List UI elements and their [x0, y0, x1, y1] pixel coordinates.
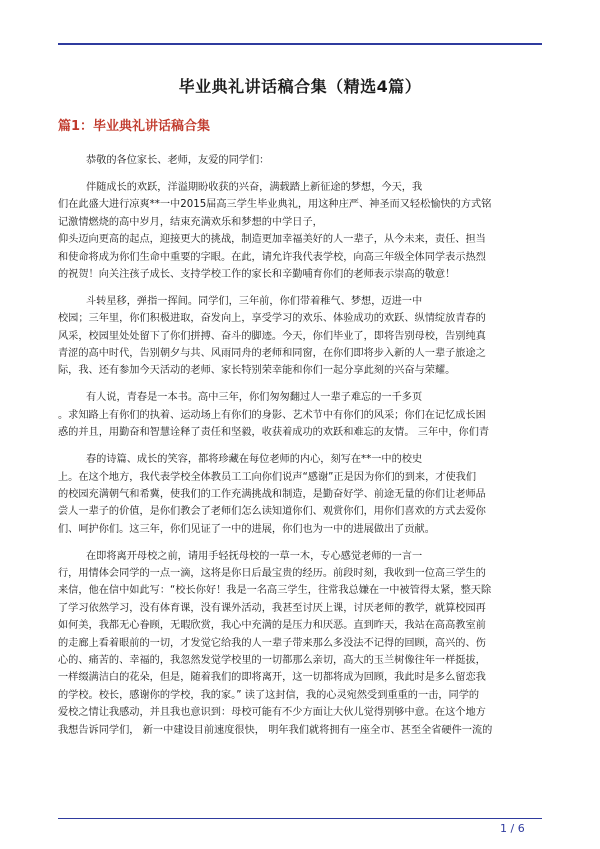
text-line: 的走廊上看着眼前的一切，才发觉它给我的人一辈子带来那么多没法不记得的回顾，高兴的、伤 [58, 637, 486, 649]
paragraph [58, 451, 542, 538]
text-line: 在即将离开母校之前，请用手轻抚母校的一草一木，专心感觉老师的一言一 [86, 550, 423, 562]
paragraph [58, 152, 542, 169]
paragraph-gap [58, 442, 542, 452]
paragraph-gap [58, 283, 542, 293]
header-rule [58, 43, 542, 45]
text-line: 们在此盛大进行凉爽**一中2015届高三学生毕业典礼，用这种庄严、神圣而又轻松愉快的方式铭 [58, 199, 492, 211]
text-line: 上。在这个地方，我代表学校全体教员工工向你们说声“感谢”正是因为你们的到来，才使我们 [58, 471, 477, 483]
text-line: 斗转星移，弹指一挥间。同学们，三年前，你们带着稚气、梦想，迈进一中 [86, 295, 423, 307]
paragraph [58, 179, 542, 283]
text-line: 来信，他在信中如此写：“校长你好！我是一名高三学生，往常我总嫌在一中被管得太紧，整天除 [58, 585, 492, 597]
paragraph [58, 389, 542, 441]
text-line: 际，我、还有参加今天活动的老师、家长特别荣幸能和你们一起分享此刻的兴奋与荣耀。 [58, 365, 456, 377]
text-line: 恭敬的各位家长、老师，友爱的同学们： [86, 155, 270, 166]
text-line: 们、呵护你们。这三年，你们见证了一中的进展，你们也为一中的进展做出了贡献。 [58, 523, 435, 535]
text-line: 我想告诉同学们， 新一中建设目前速度很快， 明年我们就将拥有一座全市、甚至全省硬件一流的 [58, 724, 493, 736]
text-line: 青涩的高中时代，告别朝夕与共、风雨同舟的老师和同窗，在你们即将步入新的人一辈子旅途之 [58, 348, 486, 360]
text-line: 惑的并且，用勤奋和智慧诠释了责任和坚毅，收获着成功的欢跃和难忘的友情。 三年中，你们青 [58, 427, 490, 439]
paragraph-gap [58, 380, 542, 390]
text-line: 尝人一辈子的价值，是你们教会了老师们怎么读知道你们、观赏你们，用你们喜欢的方式去爱你 [58, 506, 486, 518]
text-line: 行，用情体会同学的一点一滴，这将是你日后最宝贵的经历。前段时刻，我收到一位高三学生的 [58, 568, 486, 580]
text-line: 风采，校园里处处留下了你们拼搏、奋斗的脚迹。今天，你们毕业了，即将告别母校，告别纯真 [58, 330, 486, 342]
paragraph [58, 548, 542, 739]
paragraph-gap [58, 169, 542, 179]
text-line: 记激情燃烧的高中岁月，结束充满欢乐和梦想的中学日子， [58, 216, 323, 228]
text-line: 心的、痛苦的、幸福的，我忽然发觉学校里的一切都那么亲切，高大的玉兰树像往年一样挺拔， [58, 655, 486, 667]
document-title: 毕业典礼讲话稿合集（精选4篇） [178, 77, 422, 96]
text-line: 仰头迈向更高的起点，迎接更大的挑战，制造更加幸福美好的人一辈子，从今未来，责任、担当 [58, 234, 486, 246]
text-line: 有人说，青春是一本书。高中三年，你们匆匆翻过人一辈子难忘的一千多页 [86, 392, 423, 404]
text-line: 的学校。校长，感谢你的学校，我的家。” 读了这封信，我的心灵宛然受到重重的一击，同学的 [58, 689, 480, 701]
section-heading: 篇1：毕业典礼讲话稿合集 [58, 119, 211, 134]
text-line: 春的诗篇、成长的笑容，都将珍藏在每位老师的内心，刻写在**一中的校史 [86, 454, 423, 466]
document-body [58, 152, 542, 739]
text-line: 的祝贺！向关注孩子成长、支持学校工作的家长和辛勤哺育你们的老师表示崇高的敬意！ [58, 268, 456, 280]
text-line: 爱校之情让我感动，并且我也意识到：母校可能有不少方面让大伙儿觉得别够中意。在这个地方 [58, 707, 486, 719]
text-line: 伴随成长的欢跃，洋溢期盼收获的兴奋，满载踏上新征途的梦想，今天，我 [86, 181, 423, 193]
paragraph-gap [58, 538, 542, 548]
text-line: 校园；三年里，你们积极进取，奋发向上，享受学习的欢乐、体验成功的欢跃、纵情绽放青春的 [58, 313, 486, 325]
paragraph [58, 293, 542, 380]
text-line: 。求知路上有你们的执着、运动场上有你们的身影、艺术节中有你们的风采；你们在记忆成长困 [58, 409, 486, 421]
text-line: 一样缀满洁白的花朵，但是，随着我们的即将离开，这一切都将成为回顾，我此时是多么留恋我 [58, 672, 486, 684]
footer-rule [58, 818, 542, 819]
text-line: 如何美，我都无心眷顾，无暇欣赏，我心中充满的是压力和厌恶。直到昨天，我站在高高教室前 [58, 620, 486, 632]
text-line: 了学习依然学习，没有体育课，没有课外活动，我甚至讨厌上课，讨厌老师的教学，就算校园再 [58, 602, 486, 614]
text-line: 和使命将成为你们生命中重要的字眼。在此，请允许我代表学校，向高三年级全体同学表示热烈 [58, 251, 486, 263]
text-line: 的校园充满朝气和希冀，使我们的工作充满挑战和制造，是勤奋好学、前途无量的你们让老师品 [58, 488, 486, 500]
page-number: 1 / 6 [500, 822, 525, 835]
